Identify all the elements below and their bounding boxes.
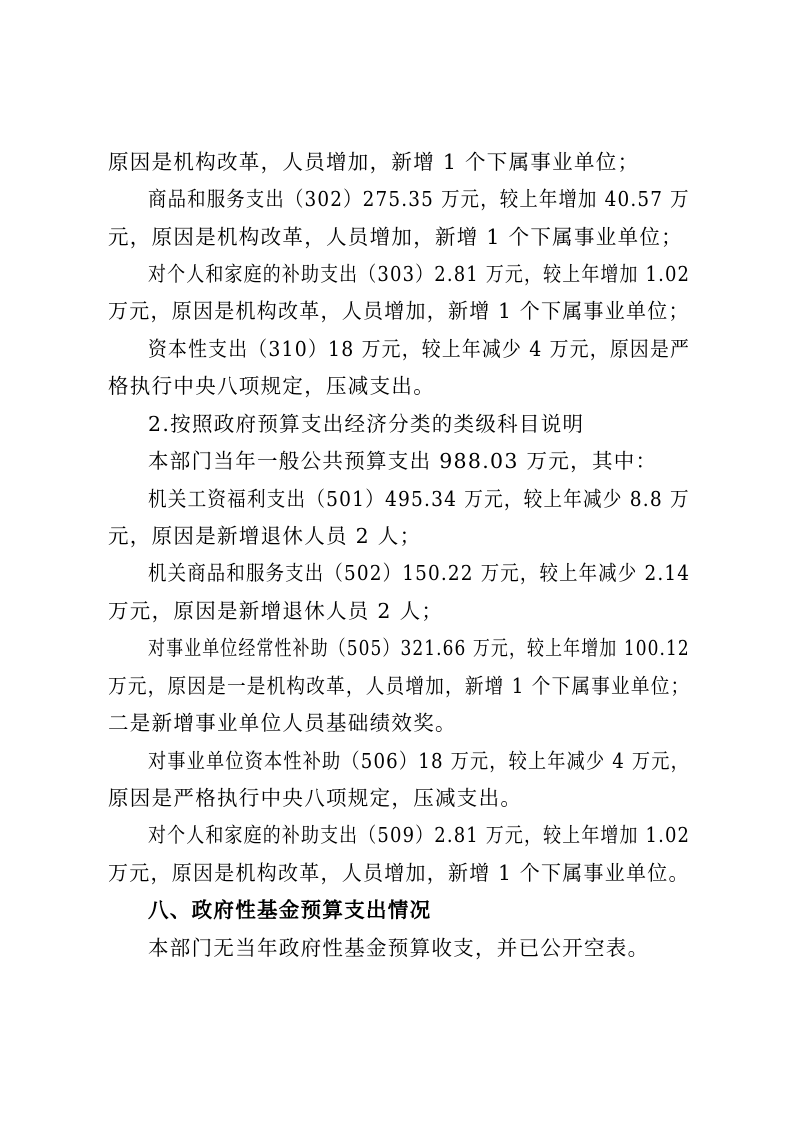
section-heading-8: 八、政府性基金预算支出情况: [148, 898, 432, 922]
text-line-11: 元，原因是新增退休人员 2 人；: [108, 524, 422, 548]
text-line-22: 本部门无当年政府性基金预算收支，并已公开空表。: [148, 936, 650, 960]
text-line-13: 万元，原因是新增退休人员 2 人；: [108, 599, 444, 623]
text-line-18: 原因是严格执行中央八项规定，压减支出。: [108, 786, 523, 810]
text-line-2: 商品和服务支出（302）275.35 万元，较上年增加 40.57 万: [148, 187, 690, 211]
text-line-12: 机关商品和服务支出（502）150.22 万元，较上年减少 2.14: [148, 561, 691, 585]
text-line-15: 万元，原因是一是机构改革，人员增加，新增 1 个下属事业单位；: [108, 674, 691, 698]
text-line-7: 格执行中央八项规定，压减支出。: [108, 374, 435, 398]
text-line-1: 原因是机构改革，人员增加，新增 1 个下属事业单位；: [108, 150, 640, 174]
text-line-3: 元，原因是机构改革，人员增加，新增 1 个下属事业单位；: [108, 225, 683, 249]
text-line-10: 机关工资福利支出（501）495.34 万元，较上年减少 8.8 万: [148, 487, 690, 511]
text-line-9: 本部门当年一般公共预算支出 988.03 万元，其中：: [148, 449, 658, 473]
text-line-4: 对个人和家庭的补助支出（303）2.81 万元，较上年增加 1.02: [148, 262, 691, 286]
text-line-19: 对个人和家庭的补助支出（509）2.81 万元，较上年增加 1.02: [148, 823, 691, 847]
text-line-8: 2.按照政府预算支出经济分类的类级科目说明: [148, 412, 585, 436]
text-line-6: 资本性支出（310）18 万元，较上年减少 4 万元，原因是严: [148, 337, 691, 361]
text-line-14: 对事业单位经常性补助（505）321.66 万元，较上年增加 100.12: [148, 636, 690, 660]
text-line-20: 万元，原因是机构改革，人员增加，新增 1 个下属事业单位。: [108, 861, 690, 885]
text-line-16: 二是新增事业单位人员基础绩效奖。: [108, 711, 457, 735]
text-line-5: 万元，原因是机构改革，人员增加，新增 1 个下属事业单位；: [108, 299, 690, 323]
text-line-17: 对事业单位资本性补助（506）18 万元，较上年减少 4 万元，: [148, 749, 690, 773]
